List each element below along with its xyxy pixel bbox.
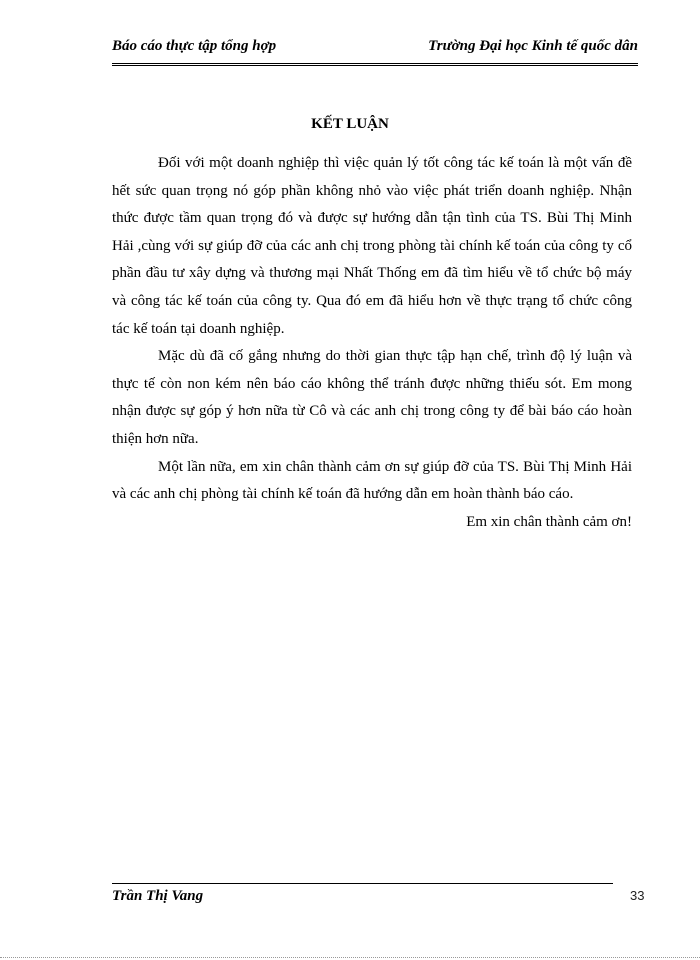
section-title: KẾT LUẬN <box>311 116 389 132</box>
header-rule <box>112 63 638 66</box>
paragraph: Mặc dù đã cố gắng nhưng do thời gian thực tập hạn chế, trình độ lý luận và thực tế còn non kém nên báo cáo không thể tránh được những thiếu sót. Em mong nhận được sự góp ý hơn nữa từ Cô và các anh chị trong công ty để bài báo cáo hoàn thiện hơn nữa. <box>112 348 632 447</box>
closing-line: Em xin chân thành cảm ơn! <box>466 513 632 530</box>
page-edge-divider <box>0 957 700 958</box>
body-text <box>112 150 632 536</box>
footer-rule <box>112 883 613 884</box>
page-header <box>112 34 638 60</box>
paragraph: Đối với một doanh nghiệp thì việc quản lý tốt công tác kế toán là một vấn đề hết sức quan trọng nó góp phần không nhỏ vào việc phát triển doanh nghiệp. Nhận thức được tầm quan trọng đó và được sự hướng dẫn tận tình của TS. Bùi Thị Minh Hải ,cùng với sự giúp đỡ của các anh chị trong phòng tài chính kế toán của công ty cổ phần đầu tư xây dựng và thương mại Nhất Thống em đã tìm hiểu về tổ chức bộ máy và công tác kế toán của công ty. Qua đó em đã hiểu hơn về thực trạng tổ chức công tác kế toán tại doanh nghiệp. <box>112 155 632 337</box>
page-number: 33 <box>630 888 645 903</box>
header-university: Trường Đại học Kinh tế quốc dân <box>428 38 638 54</box>
header-report-title: Báo cáo thực tập tổng hợp <box>112 38 277 54</box>
paragraph: Một lần nữa, em xin chân thành cảm ơn sự giúp đỡ của TS. Bùi Thị Minh Hải và các anh chị phòng tài chính kế toán đã hướng dẫn em hoàn thành báo cáo. <box>112 458 632 503</box>
footer-author: Trần Thị Vang <box>112 888 204 904</box>
